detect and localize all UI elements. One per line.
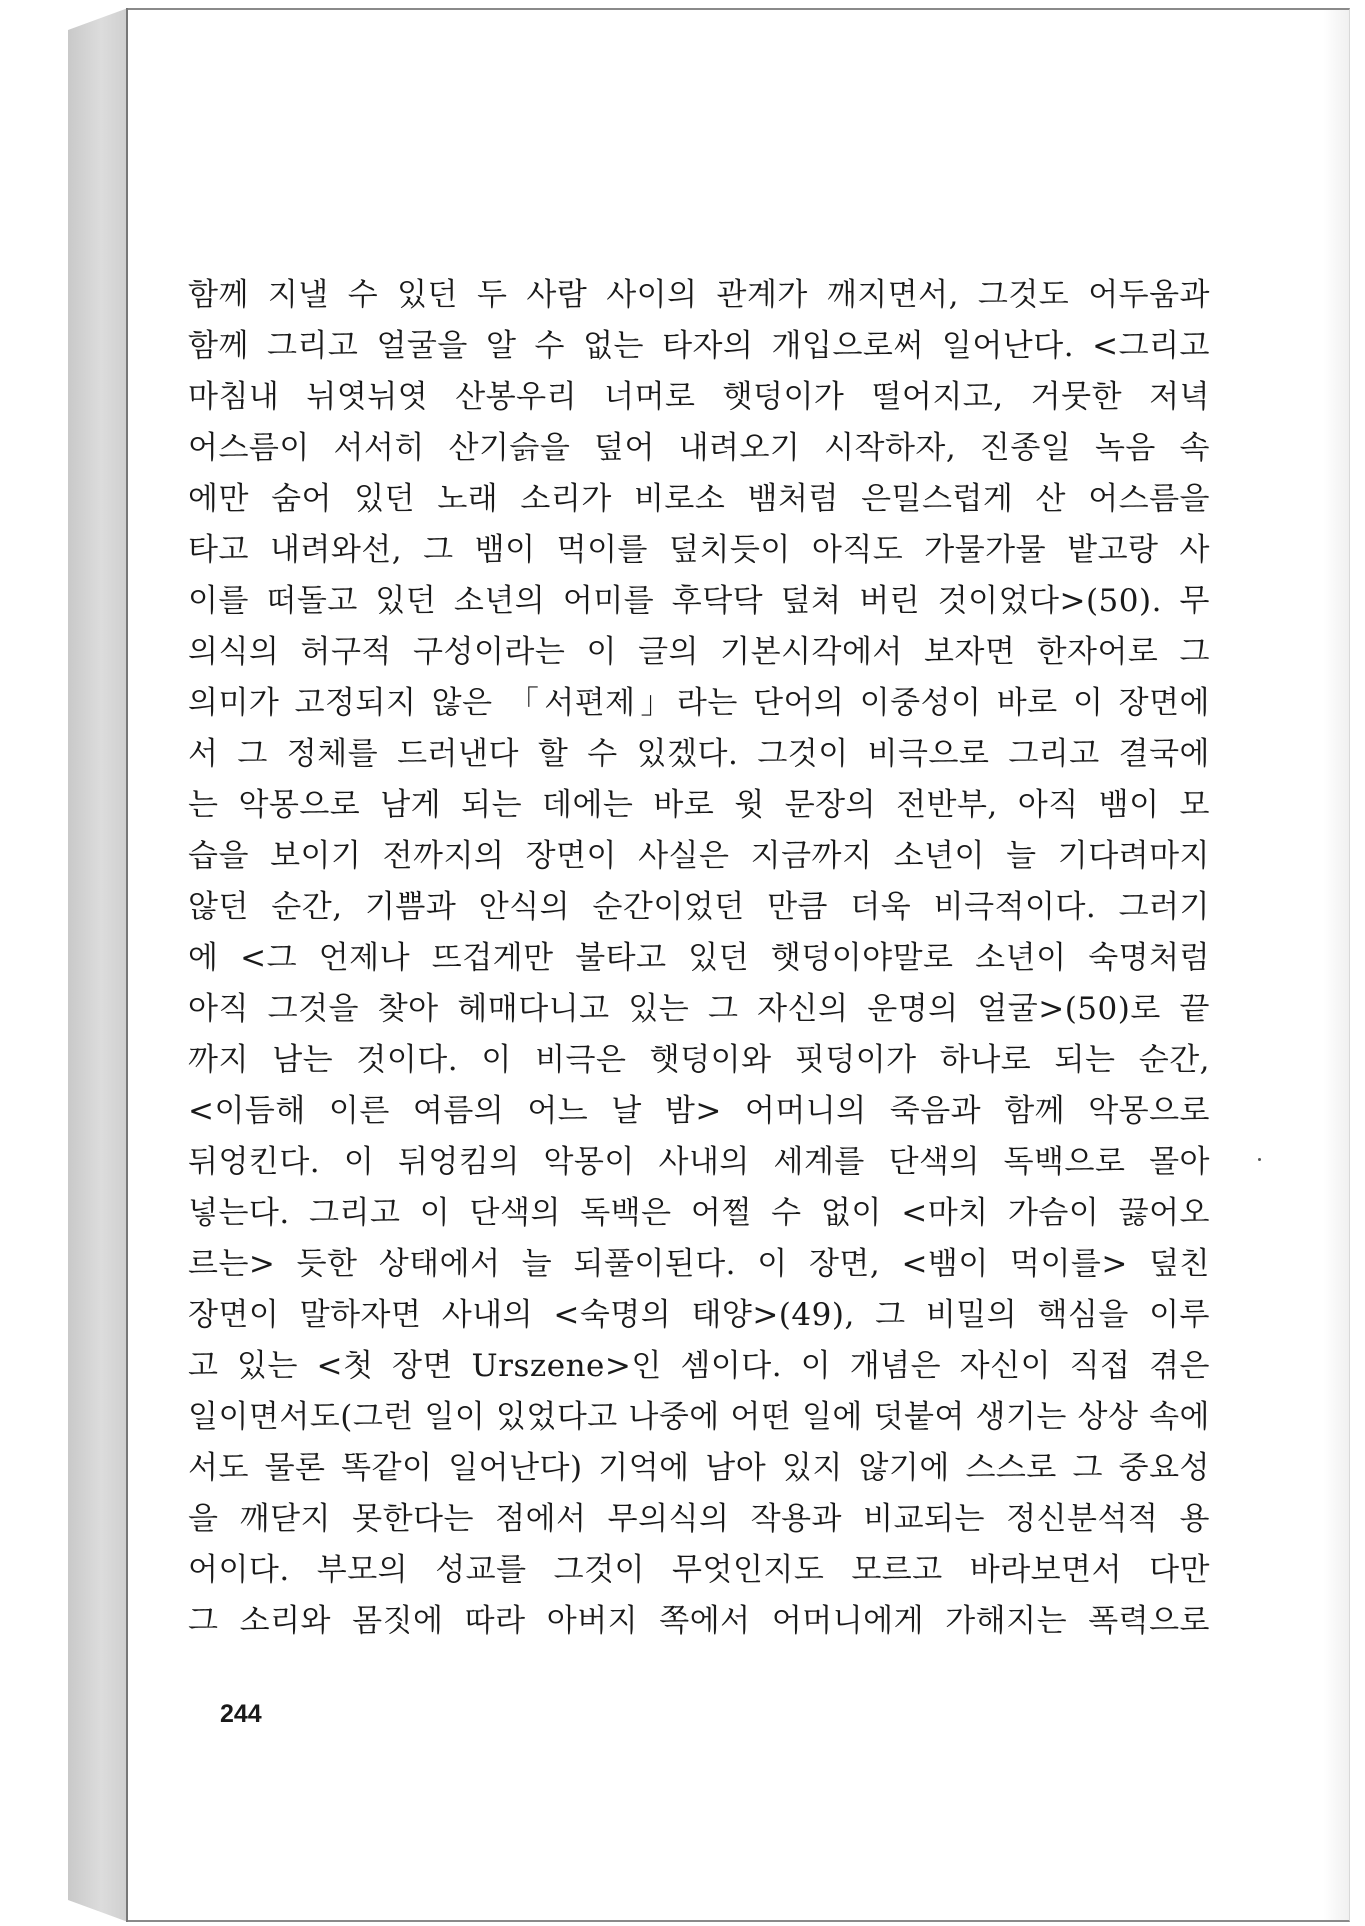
page-number: 244 (220, 1700, 262, 1728)
scan-speck (1258, 1158, 1261, 1161)
text-line: 서도 물론 똑같이 일어난다) 기억에 남아 있지 않기에 스스로 그 중요성 (188, 1450, 1210, 1486)
text-line: 타고 내려와선, 그 뱀이 먹이를 덮치듯이 아직도 가물가물 밭고랑 사 (188, 532, 1210, 568)
text-line: 에 <그 언제나 뜨겁게만 불타고 있던 햇덩이야말로 소년이 숙명처럼 (188, 940, 1210, 976)
text-line: 에만 숨어 있던 노래 소리가 비로소 뱀처럼 은밀스럽게 산 어스름을 (188, 481, 1210, 517)
text-line: 서 그 정체를 드러낸다 할 수 있겠다. 그것이 비극으로 그리고 결국에 (188, 736, 1210, 772)
text-line: 뒤엉킨다. 이 뒤엉킴의 악몽이 사내의 세계를 단색의 독백으로 몰아 (188, 1144, 1210, 1180)
text-line: 의식의 허구적 구성이라는 이 글의 기본시각에서 보자면 한자어로 그 (188, 634, 1210, 670)
text-line: 넣는다. 그리고 이 단색의 독백은 어쩔 수 없이 <마치 가슴이 끓어오 (188, 1195, 1210, 1231)
text-line: 어이다. 부모의 성교를 그것이 무엇인지도 모르고 바라보면서 다만 (188, 1552, 1210, 1588)
text-line: 장면이 말하자면 사내의 <숙명의 태양>(49), 그 비밀의 핵심을 이루 (188, 1297, 1210, 1333)
text-line: 고 있는 <첫 장면 Urszene>인 셈이다. 이 개념은 자신이 직접 겪은 (188, 1348, 1210, 1384)
text-line: <이듬해 이른 여름의 어느 날 밤> 어머니의 죽음과 함께 악몽으로 (188, 1093, 1210, 1129)
book-spine (68, 8, 128, 1922)
text-line: 는 악몽으로 남게 되는 데에는 바로 윗 문장의 전반부, 아직 뱀이 모 (188, 787, 1210, 823)
text-line: 이를 떠돌고 있던 소년의 어미를 후닥닥 덮쳐 버린 것이었다>(50). 무 (188, 583, 1210, 619)
text-line: 아직 그것을 찾아 헤매다니고 있는 그 자신의 운명의 얼굴>(50)로 끝 (188, 991, 1210, 1027)
text-line: 함께 그리고 얼굴을 알 수 없는 타자의 개입으로써 일어난다. <그리고 (188, 328, 1210, 364)
text-line: 습을 보이기 전까지의 장면이 사실은 지금까지 소년이 늘 기다려마지 (188, 838, 1210, 874)
text-line: 을 깨닫지 못한다는 점에서 무의식의 작용과 비교되는 정신분석적 용 (188, 1501, 1210, 1537)
text-line: 까지 남는 것이다. 이 비극은 햇덩이와 핏덩이가 하나로 되는 순간, (188, 1042, 1210, 1078)
text-line: 어스름이 서서히 산기슭을 덮어 내려오기 시작하자, 진종일 녹음 속 (188, 430, 1210, 466)
text-line: 함께 지낼 수 있던 두 사람 사이의 관계가 깨지면서, 그것도 어두움과 (188, 277, 1210, 313)
page-edge-shadow (1323, 10, 1349, 1920)
text-line: 그 소리와 몸짓에 따라 아버지 쪽에서 어머니에게 가해지는 폭력으로 (188, 1603, 1210, 1639)
text-line: 의미가 고정되지 않은 「서편제」라는 단어의 이중성이 바로 이 장면에 (188, 685, 1210, 721)
text-line: 일이면서도(그런 일이 있었다고 나중에 어떤 일에 덧붙여 생기는 상상 속에 (188, 1399, 1210, 1435)
body-paragraph (188, 270, 1210, 1647)
text-line: 마침내 뉘엿뉘엿 산봉우리 너머로 햇덩이가 떨어지고, 거뭇한 저녁 (188, 379, 1210, 415)
text-line: 않던 순간, 기쁨과 안식의 순간이었던 만큼 더욱 비극적이다. 그러기 (188, 889, 1210, 925)
text-line: 르는> 듯한 상태에서 늘 되풀이된다. 이 장면, <뱀이 먹이를> 덮친 (188, 1246, 1210, 1282)
